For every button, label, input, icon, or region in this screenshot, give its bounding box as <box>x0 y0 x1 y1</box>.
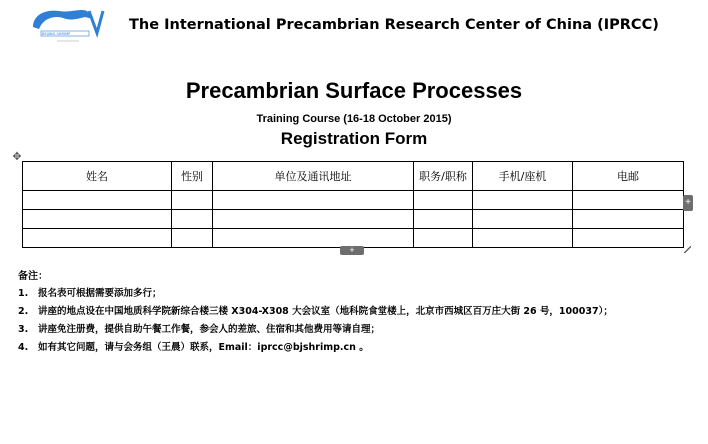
table-cell[interactable] <box>23 191 172 210</box>
note-text: 讲座的地点设在中国地质科学院新综合楼三楼 X304-X308 大会议室（地科院食堂楼上，北京市西城区百万庄大街 26 号，100037）； <box>38 306 613 317</box>
column-header-name: 姓名 <box>23 162 172 191</box>
table-cell[interactable] <box>213 210 414 229</box>
table-cell[interactable] <box>213 191 414 210</box>
note-item <box>18 285 162 299</box>
logo-text: BEIJING SHRIMP <box>42 32 71 36</box>
note-text: 报名表可根据需要添加多行； <box>38 288 162 299</box>
table-cell[interactable] <box>172 229 213 248</box>
note-item <box>18 321 380 335</box>
note-item <box>18 303 613 317</box>
table-cell[interactable] <box>172 191 213 210</box>
form-title: Registration Form <box>280 129 428 148</box>
table-resize-handle-icon[interactable] <box>684 246 691 253</box>
add-row-plus-icon[interactable]: + <box>340 246 364 255</box>
table-cell[interactable] <box>23 229 172 248</box>
column-header-gender: 性别 <box>172 162 213 191</box>
registration-table <box>22 161 684 248</box>
table-cell[interactable] <box>473 191 573 210</box>
table-cell[interactable] <box>414 191 473 210</box>
column-header-email: 电邮 <box>573 162 684 191</box>
add-column-plus-icon[interactable]: + <box>683 195 693 211</box>
column-header-phone: 手机/座机 <box>473 162 573 191</box>
org-title: The International Precambrian Research Center of China (IPRCC) <box>129 17 659 33</box>
note-number: 1. <box>18 288 29 299</box>
course-subtitle: Training Course (16-18 October 2015) <box>256 113 452 125</box>
table-cell[interactable] <box>573 229 684 248</box>
table-cell[interactable] <box>414 229 473 248</box>
table-cell[interactable] <box>573 210 684 229</box>
page-title: Precambrian Surface Processes <box>185 78 523 103</box>
table-header-row <box>23 162 684 191</box>
table-move-handle-icon[interactable]: ✥ <box>12 151 22 163</box>
table-cell[interactable] <box>172 210 213 229</box>
note-number: 3. <box>18 324 29 335</box>
table-row <box>23 191 684 210</box>
note-text: 讲座免注册费，提供自助午餐工作餐，参会人的差旅、住宿和其他费用等请自理； <box>38 324 381 335</box>
iprcc-logo <box>27 5 109 45</box>
note-number: 4. <box>18 342 29 353</box>
table-cell[interactable] <box>573 191 684 210</box>
note-text: 如有其它问题，请与会务组（王晨）联系，Email：iprcc@bjshrimp.cn 。 <box>38 342 369 353</box>
table-row <box>23 210 684 229</box>
table-cell[interactable] <box>414 210 473 229</box>
table-cell[interactable] <box>213 229 414 248</box>
table-cell[interactable] <box>473 210 573 229</box>
table-cell[interactable] <box>473 229 573 248</box>
note-item <box>18 339 369 353</box>
note-number: 2. <box>18 306 29 317</box>
notes-heading: 备注： <box>18 271 48 282</box>
column-header-address: 单位及通讯地址 <box>213 162 414 191</box>
column-header-title: 职务/职称 <box>414 162 473 191</box>
table-cell[interactable] <box>23 210 172 229</box>
